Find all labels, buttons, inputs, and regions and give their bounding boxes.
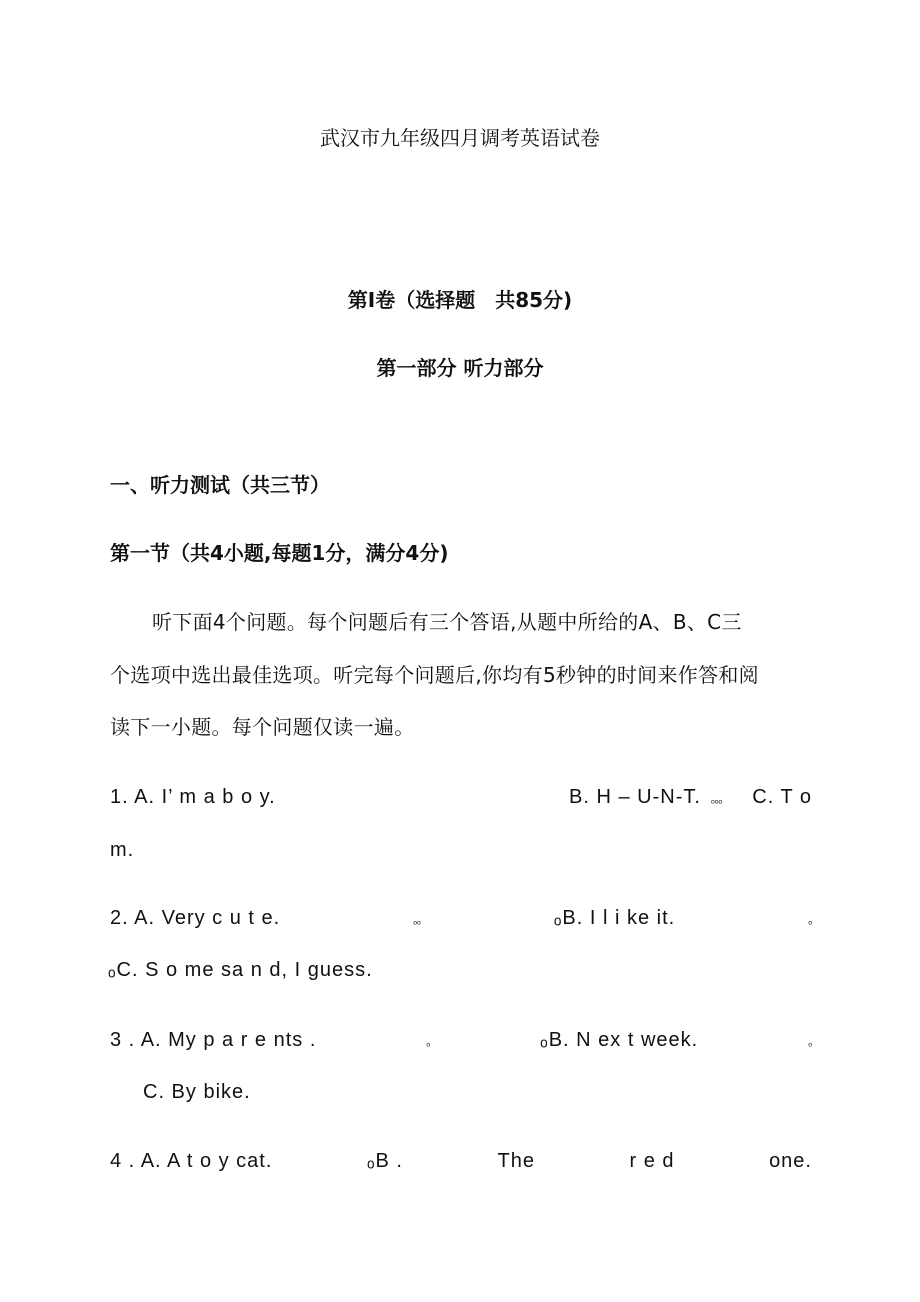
q1-line xyxy=(110,785,812,813)
q2-option-b: ₒB. I l i ke it. xyxy=(553,907,676,929)
page-title: 武汉市九年级四月调考英语试卷 xyxy=(320,126,600,150)
q1-option-c-cont: m. xyxy=(110,839,135,861)
q3-option-b: ₒB. N ex t week. xyxy=(540,1029,699,1051)
instruction-line: 读下一小题。每个问题仅读一遍。 xyxy=(110,715,415,739)
q1-option-c: C. T o xyxy=(752,786,812,808)
q4-line xyxy=(110,1149,812,1173)
q3-option-a: 3 . A. My p a r e nts . xyxy=(110,1029,317,1051)
instruction-line: 个选项中选出最佳选项。听完每个问题后,你均有5秒钟的时间来作答和阅 xyxy=(110,663,759,687)
q2-option-a: 2. A. Very c u t e. xyxy=(110,907,281,929)
q2-option-c: ₒC. S o me sa n d, I guess. xyxy=(108,959,373,981)
q4-option-b-word: one. xyxy=(769,1150,812,1172)
q1-mark: ₒₒₒ xyxy=(710,795,723,806)
q3-mark: ₒ xyxy=(808,1038,812,1049)
q4-option-a: 4 . A. A t o y cat. xyxy=(110,1150,273,1172)
q1-option-a: 1. A. I’ m a b o y. xyxy=(110,786,276,808)
instruction-line: 听下面4个问题。每个问题后有三个答语,从题中所给的A、B、C三 xyxy=(152,610,742,634)
q3-line xyxy=(110,1028,812,1056)
section-heading: 一、听力测试（共三节） xyxy=(110,473,330,497)
part-heading: 第一部分 听力部分 xyxy=(376,356,544,380)
q4-option-b-word: The xyxy=(497,1150,535,1172)
subsection-heading: 第一节（共4小题,每题1分，满分4分) xyxy=(110,541,449,565)
q4-option-b-word: r e d xyxy=(629,1150,675,1172)
volume-heading: 第Ⅰ卷（选择题 共85分) xyxy=(347,288,573,312)
q2-mark: ₒₒ xyxy=(413,916,421,927)
q2-mark: ₒ xyxy=(808,916,812,927)
q3-option-c: C. By bike. xyxy=(143,1081,251,1103)
q1-option-b: B. H – U-N-T. xyxy=(569,786,701,808)
q3-mark: ₒ xyxy=(426,1038,431,1049)
q4-option-b: ₒB . xyxy=(366,1150,403,1172)
q2-line xyxy=(110,906,812,934)
